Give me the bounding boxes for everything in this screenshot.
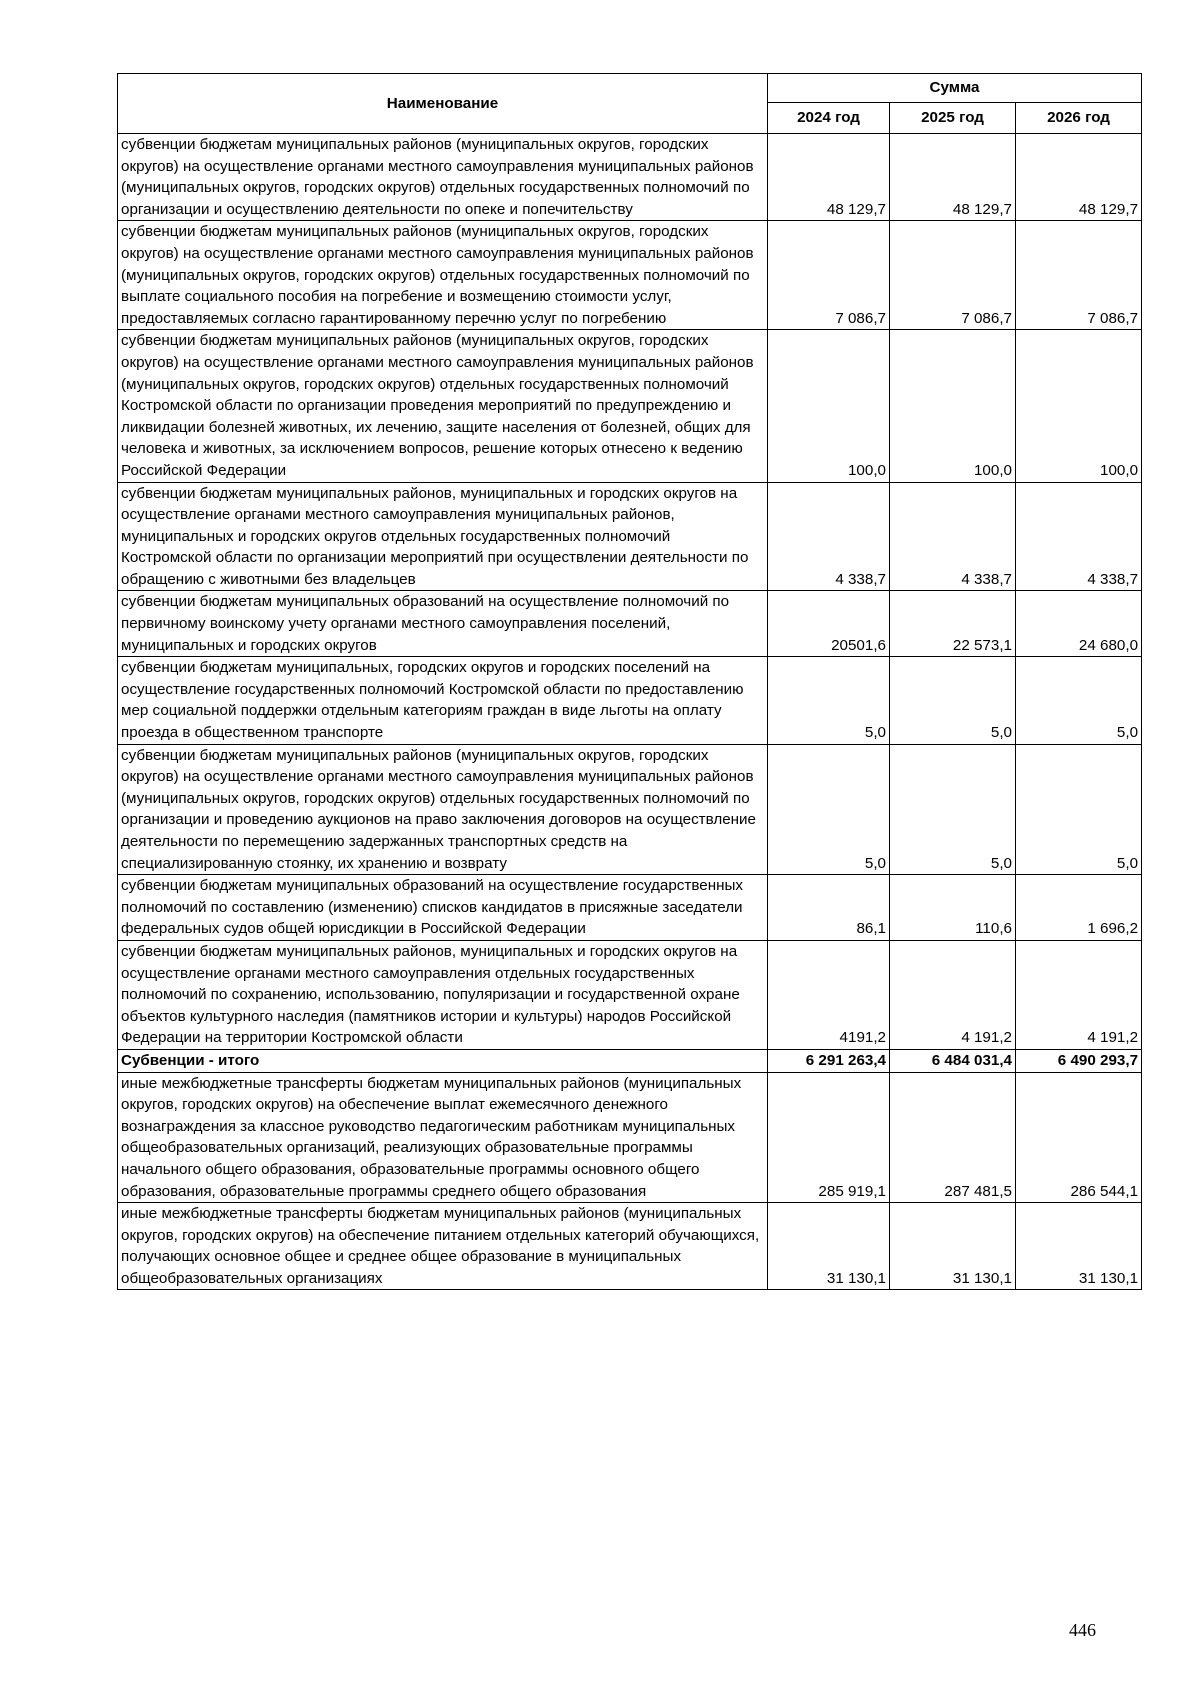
row-name: субвенции бюджетам муниципальных районов, муниципальных и городских округов на осуществление органами местного самоуправления отдельных государственных полномочий по сохранению, использованию, популяризации и государственной охране объектов культурного наследия (памятников истории и культуры) народов Российской Федерации на территории Костромской области [118,940,768,1049]
value-2025: 48 129,7 [890,134,1016,221]
value-2026: 5,0 [1016,744,1142,875]
table-row [118,940,1142,1049]
header-sum: Сумма [768,74,1142,103]
row-name: субвенции бюджетам муниципальных образований на осуществление полномочий по первичному воинскому учету органами местного самоуправления поселений, муниципальных и городских округов [118,591,768,657]
total-row [118,1049,1142,1072]
value-2026: 100,0 [1016,330,1142,482]
total-2024: 6 291 263,4 [768,1049,890,1072]
value-2026: 286 544,1 [1016,1072,1142,1203]
value-2024: 100,0 [768,330,890,482]
value-2025: 31 130,1 [890,1203,1016,1290]
table-row [118,330,1142,482]
value-2026: 5,0 [1016,657,1142,744]
header-year-2025: 2025 год [890,103,1016,134]
row-name: субвенции бюджетам муниципальных, городских округов и городских поселений на осуществление государственных полномочий Костромской области по предоставлению мер социальной поддержки отдельным категориям граждан в виде льготы на оплату проезда в общественном транспорте [118,657,768,744]
value-2024: 7 086,7 [768,221,890,330]
value-2026: 31 130,1 [1016,1203,1142,1290]
value-2024: 86,1 [768,875,890,941]
row-name: субвенции бюджетам муниципальных районов (муниципальных округов, городских округов) на осуществление органами местного самоуправления муниципальных районов (муниципальных округов, городских округов) отдельных государственных полномочий Костромской области по организации проведения мероприятий по предупреждению и ликвидации болезней животных, их лечению, защите населения от болезней, общих для человека и животных, за исключением вопросов, решение которых отнесено к ведению Российской Федерации [118,330,768,482]
value-2025: 4 191,2 [890,940,1016,1049]
value-2025: 5,0 [890,657,1016,744]
value-2024: 31 130,1 [768,1203,890,1290]
value-2024: 4 338,7 [768,482,890,591]
value-2024: 48 129,7 [768,134,890,221]
header-year-2026: 2026 год [1016,103,1142,134]
table-row [118,134,1142,221]
row-name: иные межбюджетные трансферты бюджетам муниципальных районов (муниципальных округов, городских округов) на обеспечение выплат ежемесячного денежного вознаграждения за классное руководство педагогическим работникам муниципальных общеобразовательных организаций, реализующих образовательные программы начального общего образования, образовательные программы основного общего образования, образовательные программы среднего общего образования [118,1072,768,1203]
value-2025: 5,0 [890,744,1016,875]
row-name: субвенции бюджетам муниципальных районов (муниципальных округов, городских округов) на осуществление органами местного самоуправления муниципальных районов (муниципальных округов, городских округов) отдельных государственных полномочий по организации и осуществлению деятельности по опеке и попечительству [118,134,768,221]
value-2026: 1 696,2 [1016,875,1142,941]
value-2024: 5,0 [768,657,890,744]
table-row [118,875,1142,941]
table-row [118,1203,1142,1290]
row-name: иные межбюджетные трансферты бюджетам муниципальных районов (муниципальных округов, городских округов) на обеспечение питанием отдельных категорий обучающихся, получающих основное общее и среднее общее образование в муниципальных общеобразовательных организациях [118,1203,768,1290]
row-name: субвенции бюджетам муниципальных районов (муниципальных округов, городских округов) на осуществление органами местного самоуправления муниципальных районов (муниципальных округов, городских округов) отдельных государственных полномочий по организации и проведению аукционов на право заключения договоров на осуществление деятельности по перемещению задержанных транспортных средств на специализированную стоянку, их хранению и возврату [118,744,768,875]
table-row [118,657,1142,744]
header-name: Наименование [118,74,768,134]
value-2026: 48 129,7 [1016,134,1142,221]
value-2026: 4 338,7 [1016,482,1142,591]
value-2024: 285 919,1 [768,1072,890,1203]
value-2024: 5,0 [768,744,890,875]
table-row [118,1072,1142,1203]
total-label: Субвенции - итого [118,1049,768,1072]
total-2026: 6 490 293,7 [1016,1049,1142,1072]
value-2026: 7 086,7 [1016,221,1142,330]
header-year-2024: 2024 год [768,103,890,134]
value-2026: 4 191,2 [1016,940,1142,1049]
table-row [118,744,1142,875]
total-2025: 6 484 031,4 [890,1049,1016,1072]
value-2024: 20501,6 [768,591,890,657]
row-name: субвенции бюджетам муниципальных образований на осуществление государственных полномочий по составлению (изменению) списков кандидатов в присяжные заседатели федеральных судов общей юрисдикции в Российской Федерации [118,875,768,941]
page-number: 446 [1069,1620,1096,1640]
table-row [118,591,1142,657]
budget-table [117,73,1142,1290]
value-2025: 7 086,7 [890,221,1016,330]
value-2025: 287 481,5 [890,1072,1016,1203]
value-2025: 22 573,1 [890,591,1016,657]
row-name: субвенции бюджетам муниципальных районов, муниципальных и городских округов на осуществление органами местного самоуправления муниципальных районов, муниципальных и городских округов отдельных государственных полномочий Костромской области по организации мероприятий при осуществлении деятельности по обращению с животными без владельцев [118,482,768,591]
table-row [118,482,1142,591]
value-2026: 24 680,0 [1016,591,1142,657]
table-row [118,221,1142,330]
value-2025: 4 338,7 [890,482,1016,591]
row-name: субвенции бюджетам муниципальных районов (муниципальных округов, городских округов) на осуществление органами местного самоуправления муниципальных районов (муниципальных округов, городских округов) отдельных государственных полномочий по выплате социального пособия на погребение и возмещению стоимости услуг, предоставляемых согласно гарантированному перечню услуг по погребению [118,221,768,330]
value-2024: 4191,2 [768,940,890,1049]
value-2025: 100,0 [890,330,1016,482]
value-2025: 110,6 [890,875,1016,941]
